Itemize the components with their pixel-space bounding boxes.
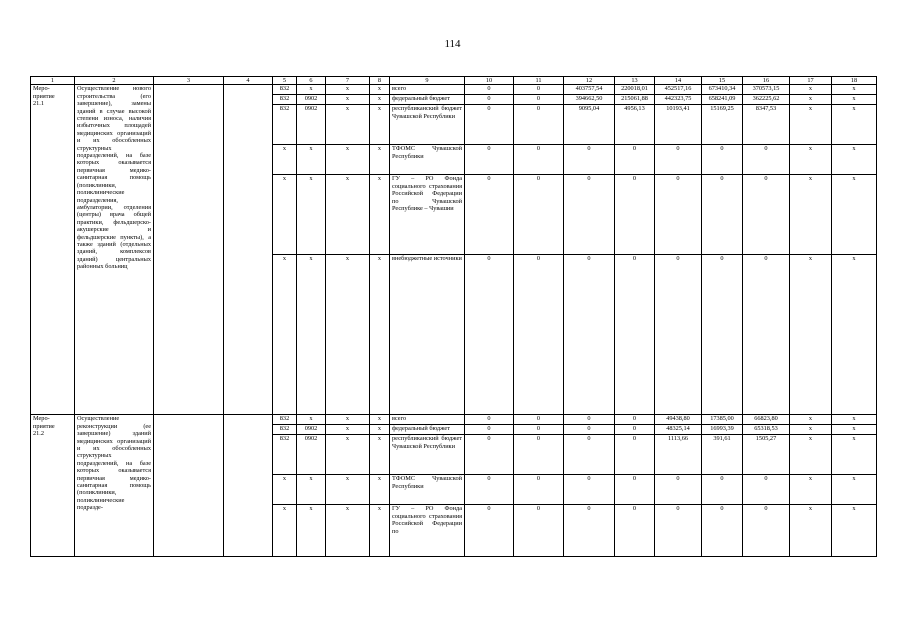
value-cell: 220018,01 (615, 85, 655, 95)
column-number: 8 (370, 77, 390, 85)
value-cell: 4956,13 (615, 105, 655, 145)
value-cell: x (326, 475, 370, 505)
value-cell: 362225,62 (743, 95, 790, 105)
funding-source-cell: ТФОМС Чувашской Республики (390, 145, 465, 175)
value-cell: x (273, 175, 297, 255)
value-cell: 1113,66 (655, 435, 702, 475)
value-cell: 0 (564, 145, 615, 175)
value-cell: 442323,75 (655, 95, 702, 105)
value-cell: 832 (273, 85, 297, 95)
value-cell: 9095,04 (564, 105, 615, 145)
value-cell: 0 (465, 175, 514, 255)
event-name-line: 21.2 (33, 430, 45, 438)
value-cell: x (832, 145, 877, 175)
value-cell: 832 (273, 415, 297, 425)
column-3-cell (154, 415, 224, 557)
value-cell: x (273, 255, 297, 415)
table-row (31, 85, 877, 95)
value-cell: x (832, 435, 877, 475)
value-cell: 452517,16 (655, 85, 702, 95)
value-cell: x (832, 95, 877, 105)
value-cell: 0 (743, 255, 790, 415)
value-cell: 673410,34 (702, 85, 743, 95)
value-cell: x (273, 475, 297, 505)
value-cell: 832 (273, 105, 297, 145)
value-cell: 0 (743, 145, 790, 175)
value-cell: 16993,39 (702, 425, 743, 435)
value-cell: 0 (702, 255, 743, 415)
funding-source-cell: внебюджетные источники (390, 255, 465, 415)
column-number: 14 (655, 77, 702, 85)
value-cell: 0 (465, 505, 514, 557)
value-cell: x (326, 505, 370, 557)
value-cell: 0 (514, 95, 564, 105)
value-cell: 0 (465, 105, 514, 145)
value-cell: 658241,09 (702, 95, 743, 105)
value-cell: 0 (465, 425, 514, 435)
event-name-line: приятие (33, 92, 55, 100)
value-cell: 0 (655, 255, 702, 415)
value-cell: x (297, 475, 326, 505)
value-cell: x (370, 475, 390, 505)
value-cell: x (370, 435, 390, 475)
value-cell: 0902 (297, 95, 326, 105)
value-cell: 0 (655, 175, 702, 255)
value-cell: 370573,15 (743, 85, 790, 95)
value-cell: 0 (514, 415, 564, 425)
value-cell: x (326, 255, 370, 415)
column-number: 6 (297, 77, 326, 85)
value-cell: 0 (702, 505, 743, 557)
value-cell: 0 (702, 145, 743, 175)
column-number: 18 (832, 77, 877, 85)
value-cell: x (832, 175, 877, 255)
funding-source-cell: всего (390, 415, 465, 425)
value-cell: x (832, 475, 877, 505)
column-number: 7 (326, 77, 370, 85)
column-number: 2 (75, 77, 154, 85)
value-cell: x (326, 415, 370, 425)
value-cell: 0 (514, 505, 564, 557)
value-cell: 0902 (297, 425, 326, 435)
value-cell: 0 (514, 255, 564, 415)
column-number: 1 (31, 77, 75, 85)
value-cell: 832 (273, 435, 297, 475)
value-cell: 15169,25 (702, 105, 743, 145)
value-cell: 0 (514, 175, 564, 255)
value-cell: 832 (273, 425, 297, 435)
value-cell: 215061,88 (615, 95, 655, 105)
value-cell: 0 (743, 175, 790, 255)
value-cell: x (326, 85, 370, 95)
value-cell: 0 (615, 175, 655, 255)
value-cell: 0 (514, 435, 564, 475)
column-number: 5 (273, 77, 297, 85)
value-cell: 8347,53 (743, 105, 790, 145)
funding-source-cell: федеральный бюджет (390, 425, 465, 435)
funding-source-cell: республиканский бюджет Чувашской Республики (390, 435, 465, 475)
value-cell: 0 (615, 425, 655, 435)
value-cell: 0 (465, 415, 514, 425)
value-cell: 0 (514, 85, 564, 95)
funding-source-cell: всего (390, 85, 465, 95)
value-cell: x (370, 175, 390, 255)
value-cell: x (297, 145, 326, 175)
value-cell: x (832, 415, 877, 425)
value-cell: x (370, 85, 390, 95)
value-cell: x (370, 415, 390, 425)
value-cell: 10193,41 (655, 105, 702, 145)
value-cell: 66823,80 (743, 415, 790, 425)
value-cell: x (790, 95, 832, 105)
column-number: 15 (702, 77, 743, 85)
value-cell: 0 (702, 475, 743, 505)
column-number: 3 (154, 77, 224, 85)
column-number: 11 (514, 77, 564, 85)
value-cell: 0 (514, 425, 564, 435)
value-cell: x (326, 435, 370, 475)
value-cell: x (832, 105, 877, 145)
value-cell: x (370, 255, 390, 415)
event-name-line: приятие (33, 422, 55, 430)
value-cell: 0 (564, 175, 615, 255)
value-cell: 0 (655, 145, 702, 175)
value-cell: 49438,80 (655, 415, 702, 425)
value-cell: x (790, 425, 832, 435)
column-number: 9 (390, 77, 465, 85)
value-cell: 65318,53 (743, 425, 790, 435)
value-cell: 0 (514, 145, 564, 175)
value-cell: x (790, 475, 832, 505)
value-cell: 0902 (297, 105, 326, 145)
column-number: 16 (743, 77, 790, 85)
value-cell: x (790, 145, 832, 175)
value-cell: 391,61 (702, 435, 743, 475)
budget-table (30, 76, 877, 557)
value-cell: x (297, 85, 326, 95)
value-cell: 0 (615, 145, 655, 175)
value-cell: 0902 (297, 435, 326, 475)
value-cell: 0 (465, 435, 514, 475)
value-cell: 0 (514, 105, 564, 145)
column-number: 4 (224, 77, 273, 85)
value-cell: x (832, 85, 877, 95)
value-cell: 0 (743, 505, 790, 557)
event-description: Осуществление нового строительства (его завершение), замены зданий в случае высокой степени износа, наличия избыточных площадей медицинских организаций и их обособленных структурных подразделений, на базе которых оказывается первичная медико-санитарная помощь (поликлиники, поликлинические подразделения, амбулатории, отделения (центры) врача общей практики, фельдшерско-акушерские и фельдшерские пункты), а также зданий (отдельных зданий, комплексов зданий) центральных районных больниц (75, 85, 154, 415)
value-cell: 0 (514, 475, 564, 505)
column-4-cell (224, 85, 273, 415)
value-cell: x (326, 425, 370, 435)
value-cell: x (790, 435, 832, 475)
column-number: 17 (790, 77, 832, 85)
value-cell: x (326, 95, 370, 105)
column-number: 12 (564, 77, 615, 85)
column-number-row (31, 77, 877, 85)
value-cell: x (790, 415, 832, 425)
value-cell: 0 (465, 255, 514, 415)
value-cell: x (832, 505, 877, 557)
value-cell: x (790, 255, 832, 415)
value-cell: 0 (615, 505, 655, 557)
table-row (31, 415, 877, 425)
value-cell: 0 (564, 425, 615, 435)
column-number: 13 (615, 77, 655, 85)
column-3-cell (154, 85, 224, 415)
value-cell: x (370, 505, 390, 557)
column-number: 10 (465, 77, 514, 85)
event-name-line: Меро- (33, 85, 50, 93)
funding-source-cell: республиканский бюджет Чувашской Республики (390, 105, 465, 145)
value-cell: 0 (465, 475, 514, 505)
value-cell: 0 (564, 475, 615, 505)
event-name (31, 415, 75, 557)
value-cell: 0 (564, 415, 615, 425)
event-description: Осуществление реконструкции (ее завершение) зданий медицинских организаций и их обособленных структурных подразделений, на базе которых оказывается первичная медико-санитарная помощь (поликлиники, поликлинические подразде- (75, 415, 154, 557)
value-cell: x (326, 105, 370, 145)
value-cell: x (370, 145, 390, 175)
event-name-line: 21.1 (33, 100, 45, 108)
value-cell: x (832, 255, 877, 415)
value-cell: 0 (615, 475, 655, 505)
value-cell: 0 (564, 505, 615, 557)
value-cell: 17385,00 (702, 415, 743, 425)
value-cell: 403757,54 (564, 85, 615, 95)
value-cell: x (297, 175, 326, 255)
value-cell: x (790, 105, 832, 145)
event-name (31, 85, 75, 415)
funding-source-cell: ГУ – РО Фонда социального страхования Российской Федерации по (390, 505, 465, 557)
value-cell: 394662,50 (564, 95, 615, 105)
funding-source-cell: ТФОМС Чувашской Республики (390, 475, 465, 505)
value-cell: x (326, 175, 370, 255)
value-cell: 0 (465, 145, 514, 175)
event-name-line: Меро- (33, 415, 50, 423)
value-cell: 0 (465, 85, 514, 95)
value-cell: x (832, 425, 877, 435)
value-cell: 0 (564, 435, 615, 475)
value-cell: 0 (615, 255, 655, 415)
value-cell: 0 (564, 255, 615, 415)
value-cell: x (370, 105, 390, 145)
value-cell: x (297, 415, 326, 425)
value-cell: 0 (655, 505, 702, 557)
value-cell: 0 (465, 95, 514, 105)
value-cell: 0 (655, 475, 702, 505)
funding-source-cell: ГУ – РО Фонда социального страхования Российской Федерации по Чувашской Республике – Чувашии (390, 175, 465, 255)
value-cell: x (370, 425, 390, 435)
value-cell: 0 (702, 175, 743, 255)
value-cell: x (790, 85, 832, 95)
page-number: 114 (444, 38, 461, 50)
column-4-cell (224, 415, 273, 557)
value-cell: x (790, 505, 832, 557)
value-cell: x (370, 95, 390, 105)
value-cell: 0 (615, 415, 655, 425)
value-cell: 832 (273, 95, 297, 105)
value-cell: x (326, 145, 370, 175)
funding-source-cell: федеральный бюджет (390, 95, 465, 105)
value-cell: 48325,14 (655, 425, 702, 435)
value-cell: x (297, 505, 326, 557)
value-cell: 1505,27 (743, 435, 790, 475)
value-cell: x (273, 145, 297, 175)
value-cell: x (790, 175, 832, 255)
value-cell: x (297, 255, 326, 415)
value-cell: 0 (743, 475, 790, 505)
value-cell: x (273, 505, 297, 557)
value-cell: 0 (615, 435, 655, 475)
